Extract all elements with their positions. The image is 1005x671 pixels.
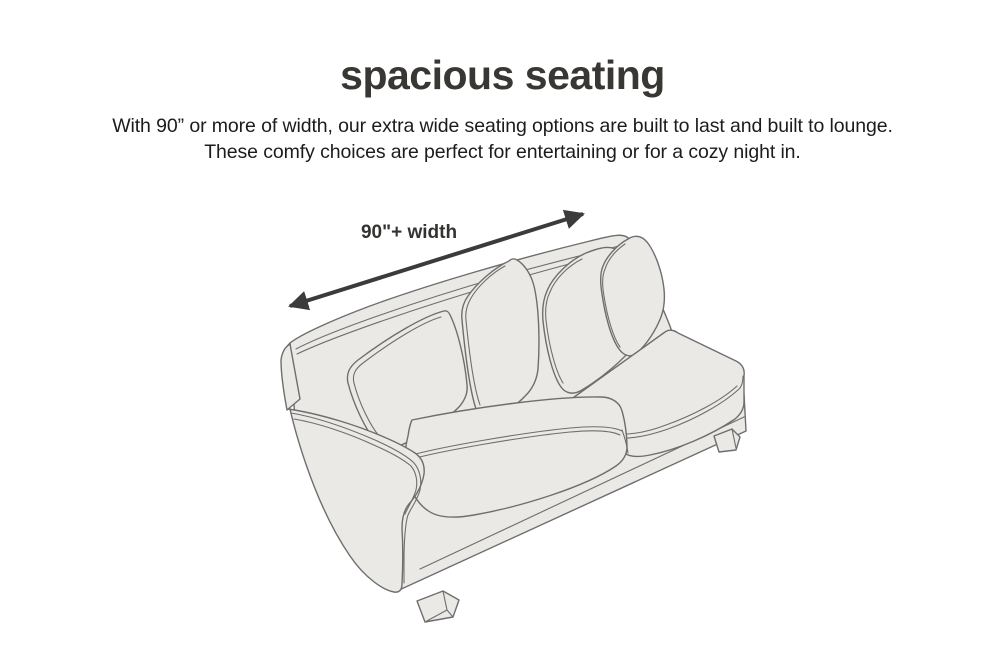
dimension-label: 90"+ width (360, 222, 458, 243)
subtitle-line-2: These comfy choices are perfect for entertaining or for a cozy night in. (204, 141, 801, 163)
page-title: spacious seating (340, 52, 665, 98)
sofa (281, 235, 746, 622)
subtitle-line-1: With 90” or more of width, our extra wide seating options are built to last and built to lounge. (112, 115, 893, 137)
